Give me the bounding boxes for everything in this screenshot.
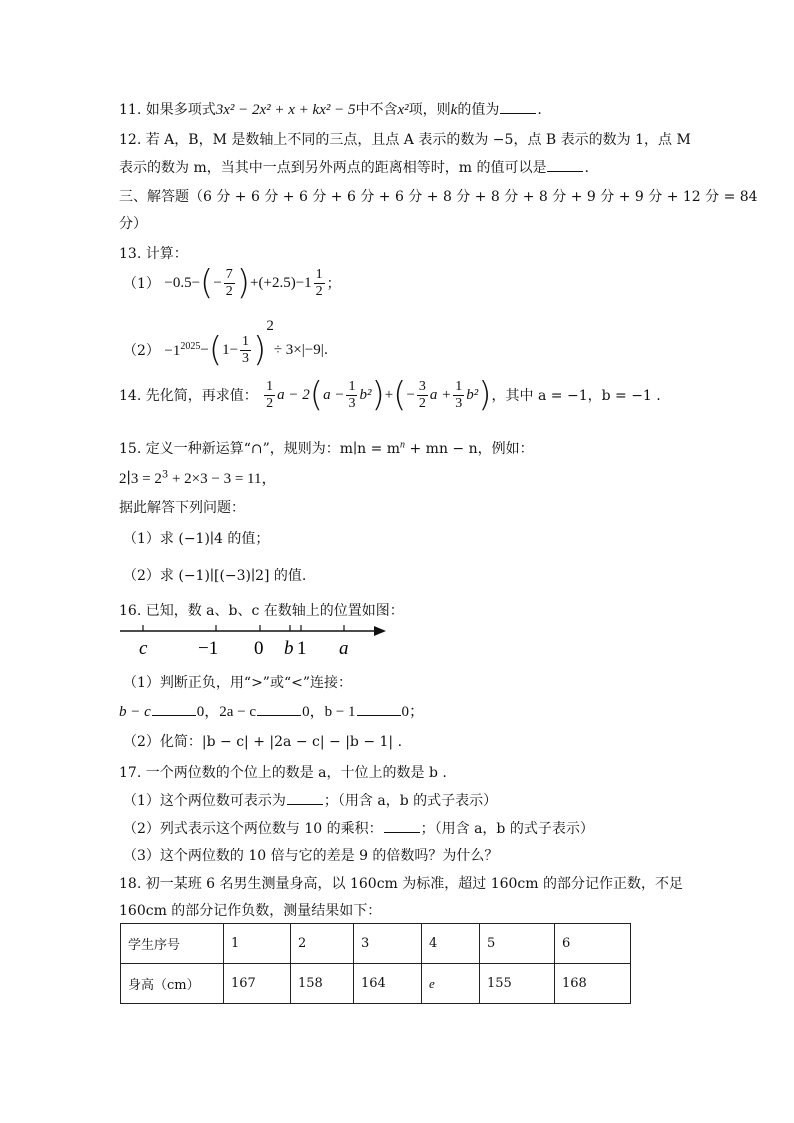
- question-12-line2: 表示的数为 m，当其中一点到另外两点的距离相等时，m 的值可以是 .: [119, 160, 589, 176]
- table-cell: 4: [422, 924, 480, 964]
- table-cell: 身高（cm）: [121, 964, 224, 1004]
- question-17-part-1: （1）这个两位数可表示为 ；（用含 a，b 的式子表示）: [123, 793, 498, 809]
- number-line-arrow: [374, 626, 386, 636]
- answer-blank[interactable]: [357, 703, 401, 716]
- table-cell: 1: [224, 924, 291, 964]
- table-cell: 2: [291, 924, 354, 964]
- question-18-line2: 160cm 的部分记作负数，测量结果如下：: [119, 903, 382, 919]
- question-16-compare-line: b − c 0，2a − c 0，b − 1 0；: [119, 704, 425, 720]
- label-b: b: [284, 638, 294, 659]
- answer-blank[interactable]: [384, 820, 420, 833]
- label-c: c: [139, 638, 148, 659]
- table-cell: 5: [480, 924, 555, 964]
- question-11: 11. 如果多项式3x² − 2x² + x + kx² − 5中不含x²项，则k的值为 .: [119, 102, 542, 118]
- question-15-line2: 2∣3 = $2^3 + 2\times 3 - 3 = 11$，: [119, 469, 277, 487]
- question-13-title: 13. 计算：: [119, 246, 188, 262]
- height-table: [120, 923, 631, 1004]
- label-0: 0: [254, 638, 264, 659]
- section-3-heading: 三、解答题（6 分 + 6 分 + 6 分 + 6 分 + 6 分 + 8 分 + 8 分 + 8 分 + 9 分 + 9 分 + 12 分 = 84: [119, 189, 758, 205]
- table-cell: 167: [224, 964, 291, 1004]
- question-12-line1: 12. 若 A，B，M 是数轴上不同的三点，且点 A 表示的数为 −5，点 B 表示的数为 1，点 M: [119, 132, 691, 148]
- question-15-part-2: （2）求 (−1)∣[(−3)∣2] 的值.: [123, 568, 307, 584]
- answer-blank[interactable]: [152, 703, 196, 716]
- table-cell: 学生序号: [121, 924, 224, 964]
- label-minus-1: −1: [198, 638, 219, 659]
- question-15-part-1: （1）求 (−1)∣4 的值；: [123, 531, 270, 547]
- table-cell: 6: [555, 924, 631, 964]
- question-18-line1: 18. 初一某班 6 名男生测量身高，以 160cm 为标准，超过 160cm 的部分记作正数，不足: [119, 876, 683, 892]
- question-16-title: 16. 已知，数 a、b、c 在数轴上的位置如图：: [119, 603, 404, 619]
- question-17-part-2: （2）列式表示这个两位数与 10 的乘积： ；（用含 a，b 的式子表示）: [123, 821, 594, 837]
- question-16-part-1: （1）判断正负，用“>”或“<”连接：: [123, 675, 352, 691]
- question-17-title: 17. 一个两位数的个位上的数是 a，十位上的数是 b .: [119, 765, 447, 781]
- answer-blank[interactable]: [257, 703, 301, 716]
- question-17-part-3: （3）这个两位数的 10 倍与它的差是 9 的倍数吗？为什么？: [123, 848, 499, 864]
- answer-blank[interactable]: [500, 101, 536, 114]
- answer-blank[interactable]: [547, 159, 583, 172]
- question-14: 14. 先化简，再求值： $\frac{1}{2}$ a − 2(a − $\frac{1}{3}$ b²)+(− $\frac{3}{2}$ a + $\frac{1}{3}$ b²)，其中 a = −1，b = −1 .: [119, 375, 661, 415]
- section-3-heading-cont: 分）: [119, 216, 147, 232]
- question-13-part-1: （1） −0.5−(− $\frac{7}{2}$ )+(+2.5)−1 $\frac{1}{2}$ ；: [123, 263, 341, 303]
- table-cell: 168: [555, 964, 631, 1004]
- table-row: [121, 964, 631, 1004]
- table-row: [121, 924, 631, 964]
- label-a: a: [339, 638, 349, 659]
- answer-blank[interactable]: [287, 792, 323, 805]
- number-line-figure: [118, 620, 393, 662]
- question-13-part-2: $(2) -1^{2025}-(1-$ $\frac{1}{3}$ )$^2$÷ 3×|−9|.: [123, 318, 329, 370]
- question-16-part-2: （2）化简：|b − c| + |2a − c| − |b − 1| .: [123, 734, 403, 750]
- table-cell: 158: [291, 964, 354, 1004]
- table-cell: 155: [480, 964, 555, 1004]
- label-1: 1: [297, 638, 307, 659]
- question-15-line1: 15. 定义一种新运算“∩”，规则为：m∣n = $m^n$ + mn − n，例如：: [119, 439, 534, 457]
- table-cell: 3: [354, 924, 422, 964]
- question-15-line3: 据此解答下列问题：: [119, 500, 245, 516]
- table-cell: 164: [354, 964, 422, 1004]
- table-cell: e: [422, 964, 480, 1004]
